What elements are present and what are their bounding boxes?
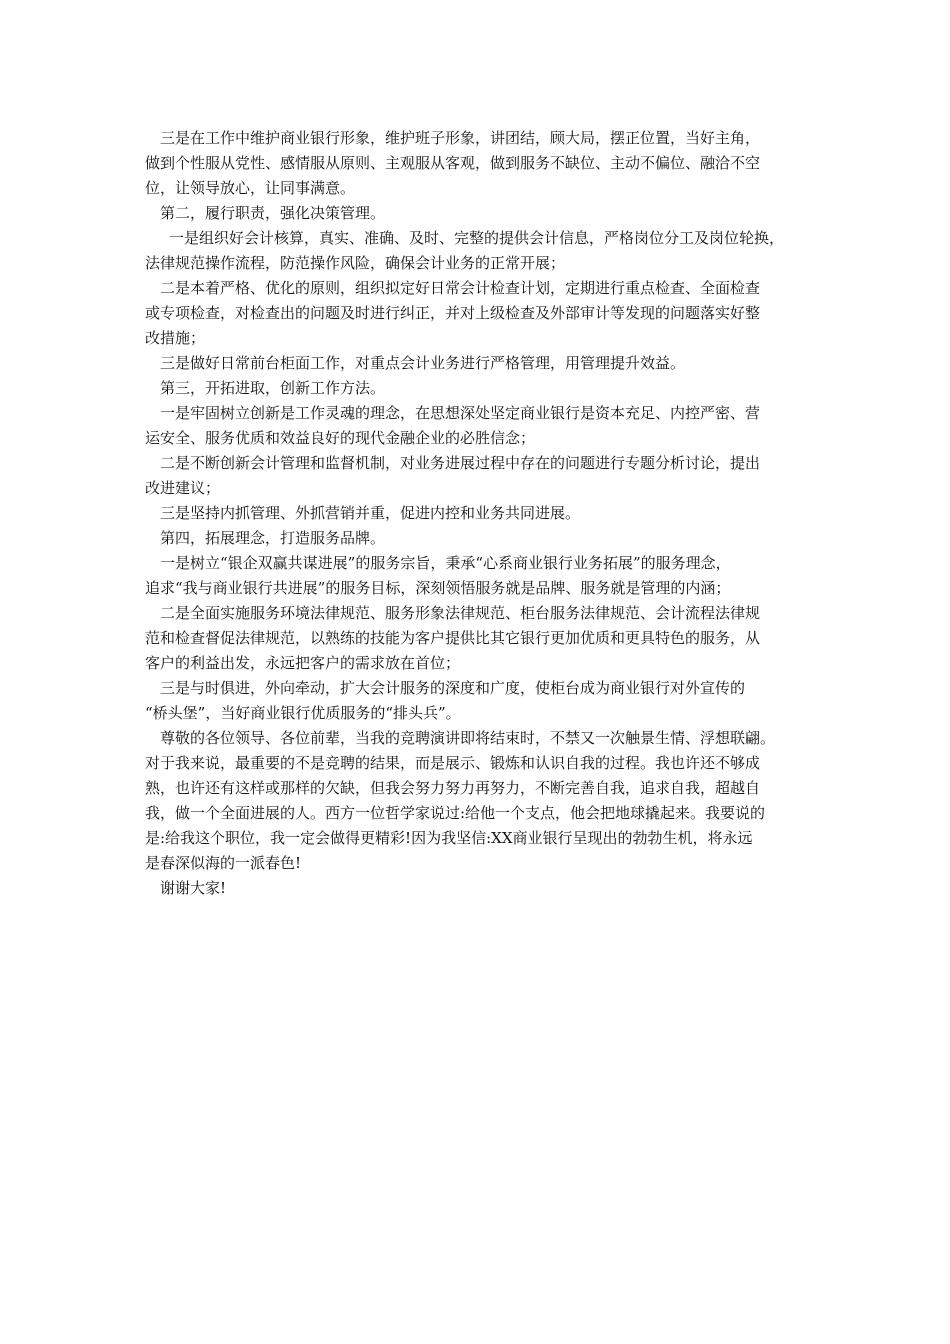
text-line: 对于我来说，最重要的不是竞聘的结果，而是展示、锻炼和认识自我的过程。我也许还不够成 — [145, 754, 761, 772]
section-heading: 第三，开拓进取，创新工作方法。 — [160, 379, 386, 397]
section-heading: 第二，履行职责，强化决策管理。 — [160, 204, 386, 222]
text-line: 三是在工作中维护商业银行形象，维护班子形象，讲团结，顾大局，摆正位置，当好主角， — [160, 129, 761, 147]
text-line: 三是做好日常前台柜面工作，对重点会计业务进行严格管理，用管理提升效益。 — [160, 354, 686, 372]
text-line: 我，做一个全面进展的人。西方一位哲学家说过:给他一个支点，他会把地球撬起来。我要说的 — [145, 804, 766, 822]
text-line: 一是组织好会计核算，真实、准确、及时、完整的提供会计信息，严格岗位分工及岗位轮换， — [169, 229, 785, 247]
text-line: “桥头堡”，当好商业银行优质服务的“排头兵”。 — [145, 704, 461, 722]
text-line: 追求“我与商业银行共进展”的服务目标，深刻领悟服务就是品牌、服务就是管理的内涵； — [145, 579, 731, 597]
text-line: 运安全、服务优质和效益良好的现代金融企业的必胜信念； — [145, 429, 536, 447]
text-line: 一是树立“银企双赢共谋进展”的服务宗旨，秉承“心系商业银行业务拓展”的服务理念， — [160, 554, 731, 572]
text-line: 改措施； — [145, 329, 206, 347]
text-line: 一是牢固树立创新是工作灵魂的理念，在思想深处坚定商业银行是资本充足、内控严密、营 — [160, 404, 761, 422]
text-line: 位，让领导放心，让同事满意。 — [145, 179, 356, 197]
document-body — [145, 126, 825, 901]
text-line: 是春深似海的一派春色! — [145, 854, 302, 872]
text-line: 三是与时俱进，外向牵动，扩大会计服务的深度和广度，使柜台成为商业银行对外宣传的 — [160, 679, 746, 697]
closing-line: 谢谢大家! — [160, 879, 227, 897]
text-line: 二是全面实施服务环境法律规范、服务形象法律规范、柜台服务法律规范、会计流程法律规 — [160, 604, 761, 622]
text-line: 范和检查督促法律规范，以熟练的技能为客户提供比其它银行更加优质和更具特色的服务，从 — [145, 629, 761, 647]
text-line: 二是本着严格、优化的原则，组织拟定好日常会计检查计划，定期进行重点检查、全面检查 — [160, 279, 761, 297]
text-line: 法律规范操作流程，防范操作风险，确保会计业务的正常开展； — [145, 254, 566, 272]
text-line: 客户的利益出发，永远把客户的需求放在首位； — [145, 654, 461, 672]
text-line: 二是不断创新会计管理和监督机制，对业务进展过程中存在的问题进行专题分析讨论，提出 — [160, 454, 761, 472]
section-heading: 第四，拓展理念，打造服务品牌。 — [160, 529, 386, 547]
text-line: 是:给我这个职位，我一定会做得更精彩!因为我坚信:XX商业银行呈现出的勃勃生机，将永远 — [145, 829, 753, 847]
text-line: 三是坚持内抓管理、外抓营销并重，促进内控和业务共同进展。 — [160, 504, 581, 522]
text-line: 熟，也许还有这样或那样的欠缺，但我会努力努力再努力，不断完善自我，追求自我，超越自 — [145, 779, 761, 797]
text-line: 尊敬的各位领导、各位前辈，当我的竞聘演讲即将结束时，不禁又一次触景生情、浮想联翩。 — [160, 729, 776, 747]
text-line: 做到个性服从党性、感情服从原则、主观服从客观，做到服务不缺位、主动不偏位、融洽不空 — [145, 154, 761, 172]
text-line: 改进建议； — [145, 479, 221, 497]
text-line: 或专项检查，对检查出的问题及时进行纠正，并对上级检查及外部审计等发现的问题落实好整 — [145, 304, 761, 322]
